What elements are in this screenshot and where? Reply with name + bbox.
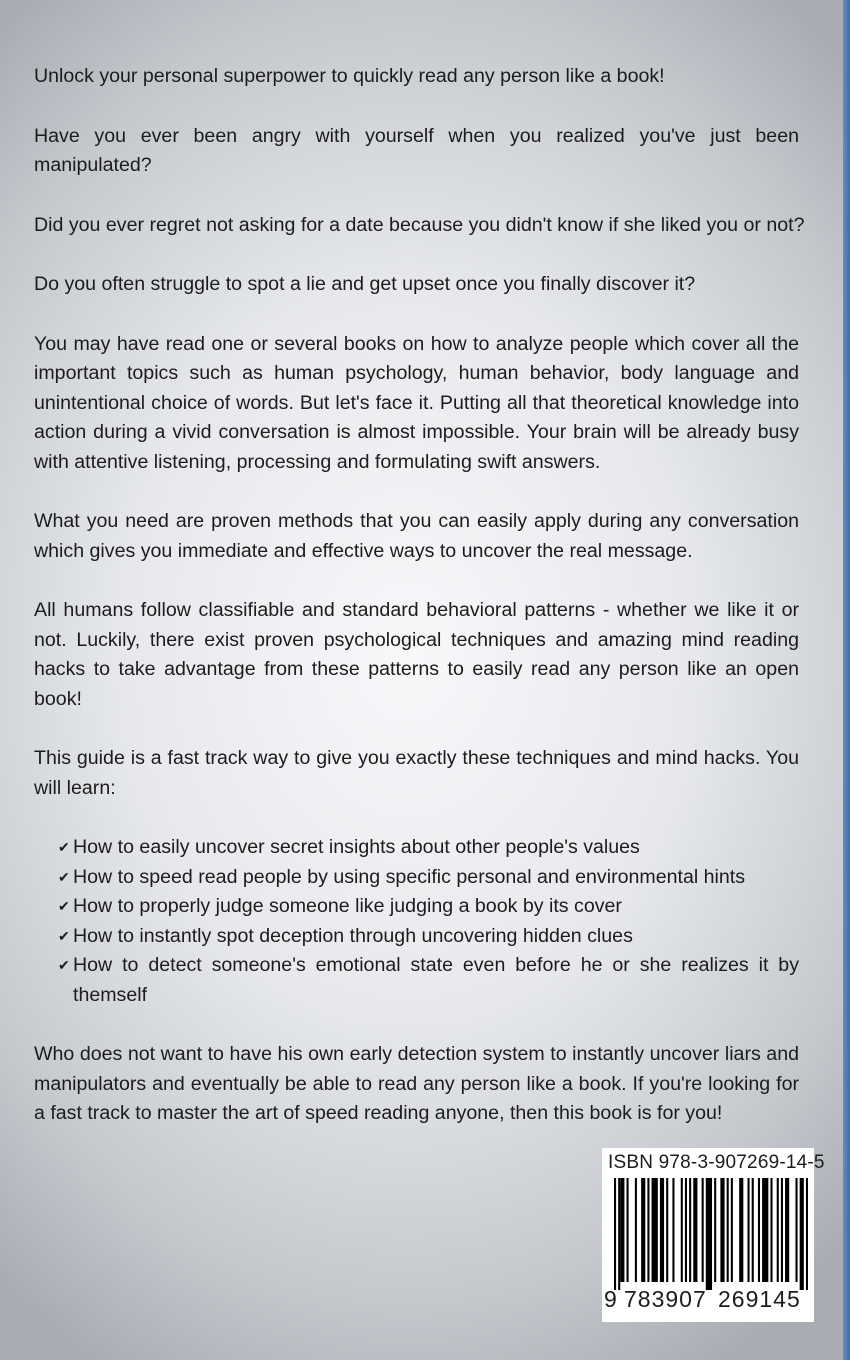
cover-spine-edge bbox=[843, 0, 850, 1360]
barcode-bar bbox=[720, 1178, 724, 1282]
barcode-bar bbox=[800, 1178, 804, 1290]
barcode-bar bbox=[693, 1178, 697, 1282]
barcode-bar bbox=[672, 1178, 674, 1282]
barcode-bar bbox=[758, 1178, 760, 1282]
barcode-bar bbox=[685, 1178, 687, 1282]
barcode-bar bbox=[627, 1178, 629, 1282]
barcode-bar bbox=[666, 1178, 668, 1282]
isbn-barcode bbox=[602, 1148, 825, 1322]
question-paragraph-3: Do you often struggle to spot a lie and get upset once you finally discover it? bbox=[34, 273, 696, 295]
checkmark-icon: ✔ bbox=[58, 957, 70, 973]
barcode-bar bbox=[731, 1178, 733, 1282]
barcode-bar bbox=[635, 1178, 637, 1282]
isbn-label: ISBN 978-3-907269-14-5 bbox=[608, 1152, 825, 1173]
barcode-bar bbox=[714, 1178, 716, 1282]
barcode-digits bbox=[602, 1286, 814, 1318]
question-paragraph-1: Have you ever been angry with yourself when you realized you've just been manipulated? bbox=[34, 124, 799, 176]
barcode-bar bbox=[652, 1178, 658, 1282]
barcode-bar bbox=[689, 1178, 691, 1282]
body-paragraph-1: You may have read one or several books on how to analyze people which cover all the important topics such as human psychology, human behavior, body language and unintentional choice of words. But let's face it. Putting all that theoretical knowledge into action during a vivid conversation is almost impossible. Your brain will be already busy with attentive listening, processing and formulating swift answers. bbox=[34, 332, 799, 473]
body-paragraph-4: This guide is a fast track way to give you exactly these techniques and mind hacks. You will learn: bbox=[34, 747, 799, 799]
list-item: ✔ How to properly judge someone like judging a book by its cover bbox=[58, 892, 799, 922]
barcode-bar bbox=[647, 1178, 649, 1282]
barcode-bar bbox=[748, 1178, 750, 1282]
checkmark-icon: ✔ bbox=[58, 927, 70, 944]
barcode-bar bbox=[620, 1178, 624, 1282]
checkmark-icon: ✔ bbox=[58, 839, 70, 855]
barcode-bars bbox=[614, 1178, 808, 1290]
checkmark-icon: ✔ bbox=[58, 868, 70, 885]
list-item: ✔ How to easily uncover secret insights about other people's values bbox=[58, 833, 799, 863]
barcode-right-digits: 269145 bbox=[718, 1286, 801, 1312]
barcode-bar bbox=[795, 1178, 797, 1282]
body-paragraph-3: All humans follow classifiable and standard behavioral patterns - whether we like it or not. Luckily, there exist proven psychological techniques and amazing mind reading hacks to take advantage from these patterns to easily read any person like an open book! bbox=[34, 599, 799, 710]
barcode-bar bbox=[660, 1178, 664, 1282]
barcode-bar bbox=[762, 1178, 768, 1282]
list-item: ✔ How to speed read people by using specific personal and environmental hints bbox=[58, 863, 799, 893]
barcode-bar bbox=[727, 1178, 729, 1282]
learning-list bbox=[34, 833, 799, 1010]
barcode-bar bbox=[770, 1178, 772, 1282]
barcode-left-digits: 783907 bbox=[624, 1286, 707, 1312]
barcode-bar bbox=[785, 1178, 789, 1282]
barcode-bar bbox=[752, 1178, 754, 1282]
barcode-bar bbox=[781, 1178, 783, 1282]
barcode-bar bbox=[614, 1178, 616, 1290]
back-cover-text bbox=[34, 62, 805, 1159]
barcode-bar bbox=[777, 1178, 779, 1282]
barcode-bar bbox=[641, 1178, 645, 1282]
barcode-bar bbox=[706, 1178, 712, 1290]
question-paragraph-2: Did you ever regret not asking for a date because you didn't know if she liked you or not? bbox=[34, 213, 805, 236]
barcode-bar bbox=[806, 1178, 808, 1290]
barcode-bar bbox=[739, 1178, 743, 1282]
intro-paragraph: Unlock your personal superpower to quickly read any person like a book! bbox=[34, 65, 665, 87]
barcode-bar bbox=[681, 1178, 683, 1282]
checkmark-icon: ✔ bbox=[58, 898, 70, 914]
closing-paragraph: Who does not want to have his own early detection system to instantly uncover liars and manipulators and eventually be able to read any person like a book. If you're looking for a fast track to master the art of speed reading anyone, then this book is for you! bbox=[34, 1043, 799, 1124]
list-item: ✔ How to detect someone's emotional state even before he or she realizes it by themself bbox=[58, 951, 799, 1010]
barcode-bar bbox=[618, 1178, 620, 1290]
body-paragraph-2: What you need are proven methods that you can easily apply during any conversation which gives you immediate and effective ways to uncover the real message. bbox=[34, 510, 799, 562]
barcode-lead-digit: 9 bbox=[604, 1286, 618, 1312]
list-item: ✔ How to instantly spot deception through uncovering hidden clues bbox=[58, 922, 799, 952]
barcode-bar bbox=[702, 1178, 704, 1282]
